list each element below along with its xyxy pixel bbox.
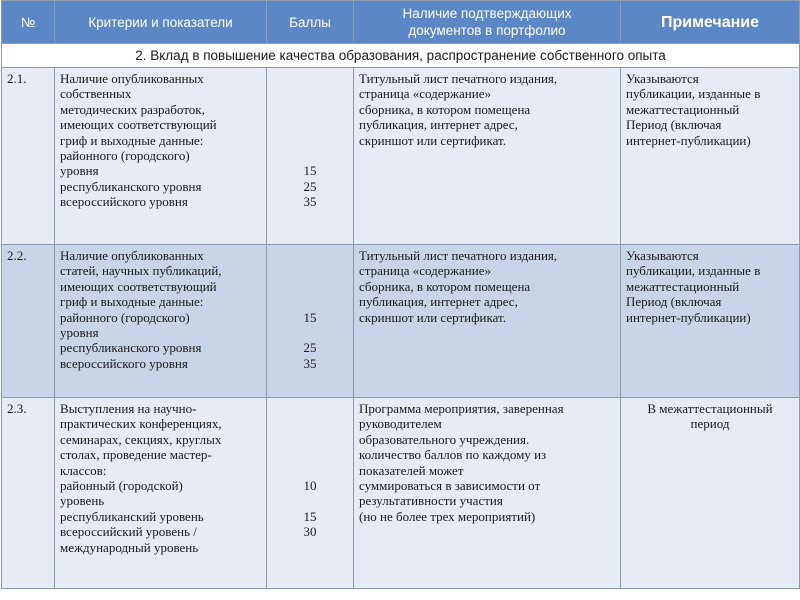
note-line: межаттестационный xyxy=(626,101,740,117)
criteria-line: методических разработок, xyxy=(60,101,205,117)
criteria-line: республиканского уровня xyxy=(60,340,202,356)
points-value: 15 xyxy=(303,309,317,325)
table-header-row xyxy=(2,1,800,44)
row-number: 2.1. xyxy=(2,68,55,245)
documents-line: суммироваться в зависимости от xyxy=(359,478,541,494)
documents-cell xyxy=(354,68,621,245)
criteria-cell xyxy=(55,245,267,398)
criteria-cell xyxy=(55,398,267,589)
header-points: Баллы xyxy=(267,1,354,44)
criteria-line: гриф и выходные данные: xyxy=(60,294,204,310)
criteria-line: уровня xyxy=(60,163,99,179)
criteria-line: статей, научных публикаций, xyxy=(60,263,222,279)
documents-line: сборника, в котором помещена xyxy=(359,101,531,117)
criteria-line: имеющих соответствующий xyxy=(60,278,217,294)
note-cell xyxy=(621,68,800,245)
header-criteria: Критерии и показатели xyxy=(55,1,267,44)
section-row xyxy=(2,44,800,68)
criteria-table xyxy=(1,0,800,589)
criteria-cell xyxy=(55,68,267,245)
points-value: 35 xyxy=(303,194,317,210)
criteria-line: всероссийский уровень / xyxy=(60,524,197,540)
criteria-line: республиканский уровень xyxy=(60,508,204,524)
criteria-line: районный (городской) xyxy=(60,478,183,494)
header-documents-line1: Наличие подтверждающих xyxy=(402,6,572,21)
note-line: период xyxy=(690,416,730,432)
points-value: 35 xyxy=(303,355,317,371)
points-value: 15 xyxy=(303,508,317,524)
note-line: В межаттестационный xyxy=(647,401,773,416)
criteria-line: столах, проведение мастер- xyxy=(60,447,212,463)
note-line: межаттестационный xyxy=(626,278,740,294)
documents-line: сборника, в котором помещена xyxy=(359,278,531,294)
documents-line: скриншот или сертификат. xyxy=(359,309,506,325)
note-line: публикации, изданные в xyxy=(626,86,761,102)
documents-line: образовательного учреждения. xyxy=(359,431,530,447)
points-value: 25 xyxy=(303,340,317,356)
criteria-line: уровень xyxy=(60,493,105,509)
documents-line: Титульный лист печатного издания, xyxy=(359,71,558,86)
points-value: 10 xyxy=(303,477,317,493)
criteria-line: классов: xyxy=(60,462,107,478)
documents-line: Программа мероприятия, заверенная xyxy=(359,401,564,416)
header-note: Примечание xyxy=(621,1,800,44)
documents-line: (но не более трех мероприятий) xyxy=(359,508,536,524)
documents-line: страница «содержание» xyxy=(359,263,491,279)
note-line: интернет-публикации) xyxy=(626,132,751,148)
criteria-line: уровня xyxy=(60,325,99,341)
row-number: 2.3. xyxy=(2,398,55,589)
documents-line: руководителем xyxy=(359,416,442,432)
note-line: Указываются xyxy=(626,248,699,263)
note-cell xyxy=(621,245,800,398)
note-line: Период (включая xyxy=(626,294,722,310)
documents-cell xyxy=(354,398,621,589)
table-row xyxy=(2,245,800,398)
criteria-line: имеющих соответствующий xyxy=(60,117,217,133)
points-cell xyxy=(267,68,354,245)
criteria-line: республиканского уровня xyxy=(60,178,202,194)
table-row xyxy=(2,68,800,245)
criteria-line: собственных xyxy=(60,86,132,102)
section-title: 2. Вклад в повышение качества образования, распространение собственного опыта xyxy=(2,44,800,68)
points-cell xyxy=(267,245,354,398)
criteria-line: семинарах, секциях, круглых xyxy=(60,431,222,447)
points-value: 25 xyxy=(303,178,317,194)
header-number: № xyxy=(2,1,55,44)
note-line: интернет-публикации) xyxy=(626,309,751,325)
row-number: 2.2. xyxy=(2,245,55,398)
criteria-line: Выступления на научно- xyxy=(60,401,197,416)
points-cell xyxy=(267,398,354,589)
documents-cell xyxy=(354,245,621,398)
points-value: 15 xyxy=(303,163,317,179)
criteria-line: районного (городского) xyxy=(60,148,190,164)
documents-line: страница «содержание» xyxy=(359,86,491,102)
table-row xyxy=(2,398,800,589)
documents-line: Титульный лист печатного издания, xyxy=(359,248,558,263)
note-line: Период (включая xyxy=(626,117,722,133)
documents-line: количество баллов по каждому из xyxy=(359,447,547,463)
note-cell xyxy=(621,398,800,589)
criteria-line: всероссийского уровня xyxy=(60,194,188,210)
note-line: публикации, изданные в xyxy=(626,263,761,279)
documents-line: публикация, интернет адрес, xyxy=(359,117,518,133)
criteria-line: практических конференциях, xyxy=(60,416,222,432)
note-line: Указываются xyxy=(626,71,699,86)
points-value: 30 xyxy=(303,524,317,540)
documents-line: скриншот или сертификат. xyxy=(359,132,506,148)
criteria-line: районного (городского) xyxy=(60,309,190,325)
criteria-line: Наличие опубликованных xyxy=(60,248,204,263)
documents-line: показателей может xyxy=(359,462,464,478)
criteria-line: международный уровень xyxy=(60,539,199,555)
documents-line: публикация, интернет адрес, xyxy=(359,294,518,310)
criteria-line: всероссийского уровня xyxy=(60,355,188,371)
criteria-line: Наличие опубликованных xyxy=(60,71,204,86)
header-documents-line2: документов в портфолио xyxy=(408,23,566,38)
header-documents xyxy=(354,1,621,44)
criteria-line: гриф и выходные данные: xyxy=(60,132,204,148)
documents-line: результативности участия xyxy=(359,493,503,509)
